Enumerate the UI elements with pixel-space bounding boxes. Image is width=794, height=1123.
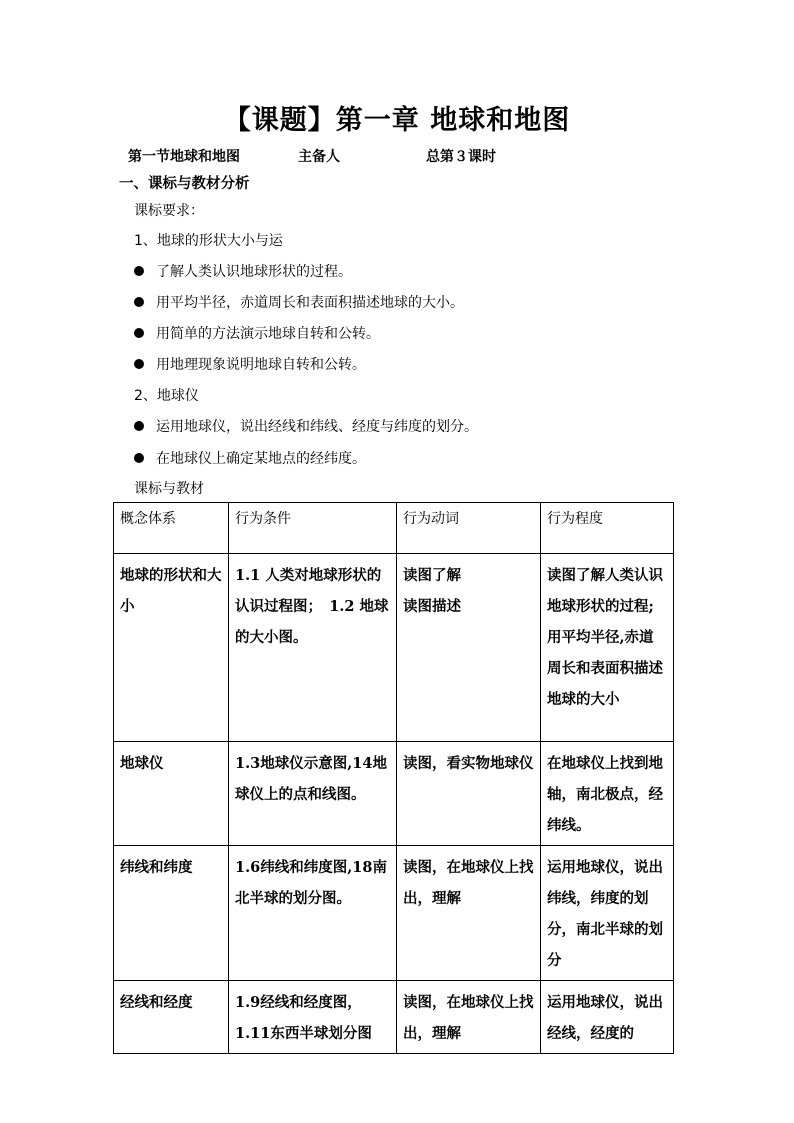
section-heading: 一、课标与教材分析 xyxy=(119,175,250,192)
requirements-label: 课标要求： xyxy=(134,203,204,219)
table-cell: 运用地球仪，说出经线，经度的 xyxy=(541,981,674,1054)
table-cell: 读图，看实物地球仪 xyxy=(397,742,541,846)
list-item: 了解人类认识地球形状的过程。 xyxy=(134,261,352,281)
bullet-icon xyxy=(134,266,144,276)
standards-table xyxy=(113,502,674,1054)
table-label: 课标与教材 xyxy=(134,481,204,497)
bullet-icon xyxy=(134,453,144,463)
table-cell: 读图，在地球仪上找出，理解 xyxy=(397,846,541,981)
group-title: 2、地球仪 xyxy=(134,388,199,404)
header-cell: 行为条件 xyxy=(229,503,397,554)
table-cell: 1.3地球仪示意图,14地球仪上的点和线图。 xyxy=(229,742,397,846)
table-cell: 1.9经线和经度图，1.11东西半球划分图 xyxy=(229,981,397,1054)
header-cell: 行为程度 xyxy=(541,503,674,554)
section-label: 第一节地球和地图 xyxy=(128,149,240,165)
bullet-icon xyxy=(134,297,144,307)
bullet-icon xyxy=(134,421,144,431)
list-item: 用地理现象说明地球自转和公转。 xyxy=(134,354,366,374)
list-item: 用简单的方法演示地球自转和公转。 xyxy=(134,323,380,343)
table-cell: 读图，在地球仪上找出，理解 xyxy=(397,981,541,1054)
table-cell: 运用地球仪，说出纬线，纬度的划分，南北半球的划分 xyxy=(541,846,674,981)
period-label: 总第３课时 xyxy=(426,149,496,165)
table-cell: 在地球仪上找到地轴，南北极点，经纬线。 xyxy=(541,742,674,846)
table-cell: 1.1 人类对地球形状的认识过程图； 1.2 地球的大小图。 xyxy=(229,554,397,742)
header-cell: 行为动词 xyxy=(397,503,541,554)
list-item: 运用地球仪，说出经线和纬线、经度与纬度的划分。 xyxy=(134,416,478,436)
table-cell: 纬线和纬度 xyxy=(114,846,229,981)
table-cell: 地球的形状和大小 xyxy=(114,554,229,742)
table-cell: 读图了解人类认识地球形状的过程;用平均半径,赤道周长和表面积描述地球的大小 xyxy=(541,554,674,742)
table-row xyxy=(114,846,674,981)
preparer-label: 主备人 xyxy=(298,149,340,165)
header-cell: 概念体系 xyxy=(114,503,229,554)
table-cell: 经线和经度 xyxy=(114,981,229,1054)
bullet-icon xyxy=(134,328,144,338)
table-header-row xyxy=(114,503,674,554)
table-cell: 地球仪 xyxy=(114,742,229,846)
group-title: 1、地球的形状大小与运 xyxy=(134,233,283,249)
table-row xyxy=(114,981,674,1054)
page-title: 【课题】第一章 地球和地图 xyxy=(223,105,571,136)
list-item: 在地球仪上确定某地点的经纬度。 xyxy=(134,448,366,468)
list-item: 用平均半径，赤道周长和表面积描述地球的大小。 xyxy=(134,292,464,312)
table-row xyxy=(114,554,674,742)
table-cell: 读图了解 读图描述 xyxy=(397,554,541,742)
table-cell: 1.6纬线和纬度图,18南北半球的划分图。 xyxy=(229,846,397,981)
bullet-icon xyxy=(134,359,144,369)
table-row xyxy=(114,742,674,846)
